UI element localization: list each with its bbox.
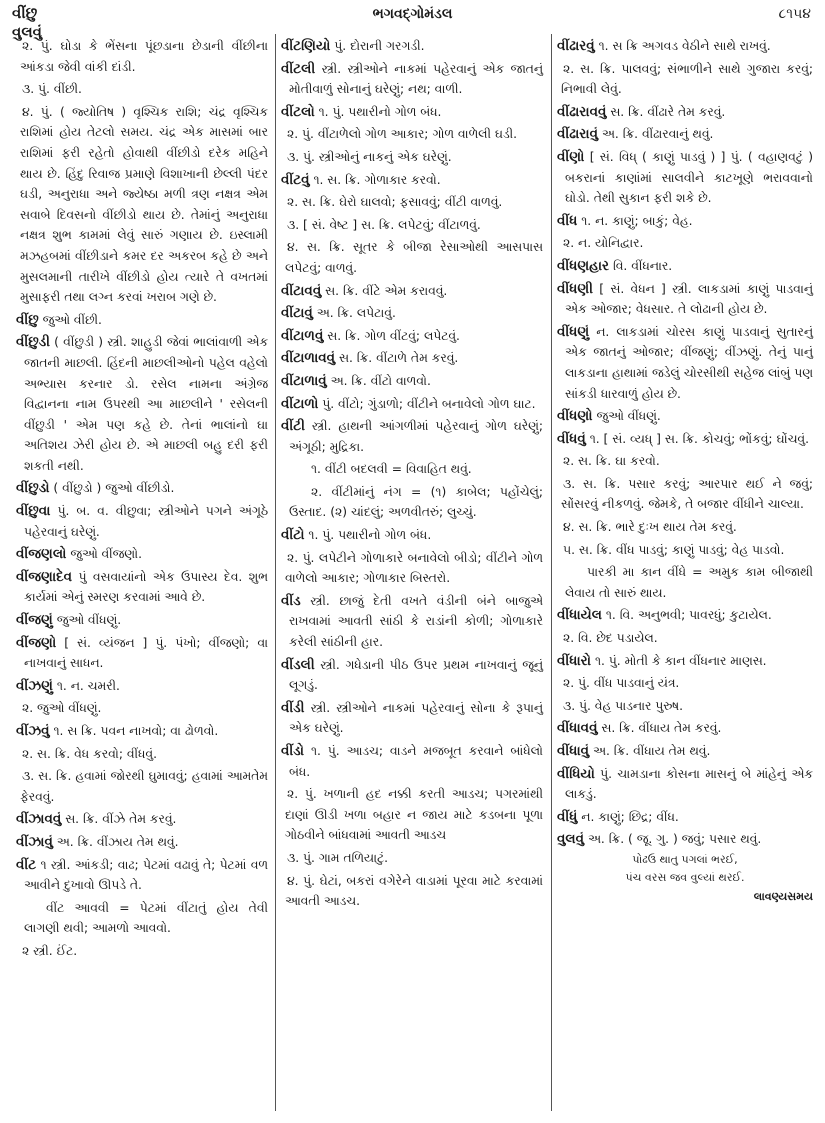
dictionary-entry: [16, 721, 268, 742]
headword: વીંટ: [16, 856, 37, 873]
headword: વીંધું: [557, 808, 578, 825]
headword: વીંઢારવું: [557, 38, 595, 54]
headword: વીંડલી: [281, 656, 315, 673]
definition-text: પારકી મા કાન વીંધે = અમુક કામ બીજાથી લેવાય તો સારું થાય.: [565, 565, 813, 600]
headword: વીંધાવવું: [557, 720, 598, 737]
headword: વીંધિયો: [557, 765, 595, 782]
dictionary-entry: [281, 655, 543, 696]
definition-text: ૪. પું. ( જ્યોતિષ ) વૃશ્ચિક રાશિ; ચંદ્ર વૃશ્ચિક રાશિમાં હોય તેટલો સમય. ચંદ્ર એક માસમાં બાર રાશિમાં ફરી રહેતો હોવાથી વીંછીડો દરેક મહિને થાય છે. હિંદુ રિવાજ પ્રમાણે વિશાખાની છેલ્લી પંદર ઘડી, અનુરાધા અને જ્યેષ્ઠા મળી ત્રણ નક્ષત્ર એમ સવાબે દિવસનો વીંછીડો થાય છે. તેમાંનું અનુરાધા નક્ષત્ર શુભ કામમાં લેવું સારું ગણાય છે. ઇસ્લામી મઝહબમાં વીંછીડાને કમર દર અકરબ કહે છે અને મુસલમાની તારીખે વીંછીડો હોય ત્યારે તે વખતમાં મુસાફરી તથા લગ્ન કરવાં ખરાબ ગણે છે.: [20, 104, 268, 305]
definition-text: જુઓ વીંજણો.: [66, 547, 143, 562]
headword: વીંણો: [557, 148, 585, 165]
dictionary-sense: [281, 124, 543, 145]
headword: વીંડો: [281, 743, 305, 759]
dictionary-entry: [557, 147, 813, 209]
headword: વીંટાવવું: [281, 282, 322, 299]
dictionary-entry: [281, 281, 543, 302]
definition-text: પંચ વરસ જવ વુલ્યાં થરઈ.: [625, 870, 745, 884]
definition-text: ૨. સ. ક્રિ. વેધ કરવો; વીંધવું.: [22, 746, 157, 761]
definition-text: ૧. ન. ચમરી.: [52, 678, 120, 693]
headword: વીંધણું: [557, 323, 590, 340]
dictionary-phrase: [16, 898, 268, 939]
headword: વીંધણો: [557, 408, 593, 425]
definition-text: સ. ક્રિ. વીંધાય તેમ કરવું.: [597, 721, 722, 736]
definition-text: અ. ક્રિ. વીંઢારવાનું થવું.: [598, 127, 714, 142]
dictionary-verse: [557, 852, 813, 868]
definition-text: જુઓ વીંધણું.: [52, 613, 122, 628]
definition-text: ૧. સ. ક્રિ. ગોળાકાર કરવો.: [309, 172, 441, 187]
dictionary-sense: [557, 696, 813, 717]
definition-text: પું. દોરાની ગરગડી.: [330, 39, 425, 53]
dictionary-sense: [16, 766, 268, 807]
headword: વીંઝણું: [16, 677, 53, 694]
headword: વીંધણહાર: [557, 257, 610, 274]
definition-text: ૨. જુઓ વીંધણું.: [22, 701, 102, 716]
dictionary-entry: [281, 170, 543, 191]
headword: વીંટો: [281, 527, 305, 544]
definition-text: ૩. પું. ગામ તળિયાટું.: [287, 850, 389, 865]
dictionary-sense: [281, 871, 543, 912]
headword: વીંટલી: [281, 60, 316, 77]
dictionary-phrase: [557, 562, 813, 603]
definition-text: ૧. પું. આડચ; વાડને મજબૂત કરવાને બાંધેલો બંધ.: [289, 744, 543, 779]
headword: વીંજણો: [16, 634, 57, 651]
definition-text: ન. કાણું; છિદ્ર; વીંધ.: [577, 809, 679, 824]
dictionary-entry: [16, 478, 268, 499]
dictionary-entry: [281, 371, 543, 392]
definition-text: સ્ત્રી. હાથની આંગળીમાં પહેરવાનું ગોળ ઘરેણું; અંગૂઠી; મુદ્રિકા.: [289, 419, 543, 454]
headword: વીંઝાવું: [16, 833, 53, 850]
dictionary-entry: [557, 651, 813, 672]
dictionary-entry: [557, 718, 813, 739]
headword: વુલવું: [557, 831, 585, 848]
dictionary-entry: [16, 633, 268, 674]
definition-text: ૧. સ ક્રિ અગવડ વેઠીને સાથે રાખવું.: [594, 39, 771, 53]
dictionary-entry: [557, 807, 813, 828]
dictionary-sense: [16, 79, 268, 100]
definition-text: ન. લાકડામાં ચોરસ કાણું પાડવાનું સુતારનું એક જાતનું ઓજાર; વીંજણું; વીંઝણું. તેનું પાનું લાકડાના હાથામાં જડેલું ચોરસીથી સહેજ લાંબું પણ સાંકડી ધારવાળું હોય છે.: [565, 324, 813, 401]
definition-text: ૩. પું. સ્ત્રીઓનું નાકનું એક ઘરેણું.: [287, 149, 452, 164]
headword: વીંટાળવું: [281, 327, 324, 344]
dictionary-entry: [557, 406, 813, 427]
dictionary-entry: [281, 326, 543, 347]
definition-text: જુઓ વીંધણું.: [592, 409, 661, 424]
headword: વીંઢારાવું: [557, 126, 598, 143]
definition-text: ૨. પું. વીંધ પાડવાનું યંત્ર.: [563, 676, 680, 691]
definition-text: ૫. સ. ક્રિ. વીંધ પાડવું; કાણું પાડવું; વેહ પાડવો.: [563, 542, 785, 557]
headword: વીંધાવું: [557, 743, 590, 759]
definition-text: અ. ક્રિ. વીંધાય તેમ થવું.: [589, 744, 711, 758]
dictionary-entry: [557, 322, 813, 404]
dictionary-entry: [281, 36, 543, 57]
dictionary-verse: [557, 870, 813, 886]
dictionary-entry: [557, 256, 813, 277]
definition-text: [ સં. વ્યંજન ] પું. પંખો; વીંજણો; વા નાખવાનું સાધન.: [24, 635, 268, 671]
page-number: ૮૧૫૪: [778, 6, 811, 22]
definition-text: પું વસવાયાંનો એક ઉપાસ્ય દેવ. શુભ કાર્યમાં એનું સ્મરણ કરવામાં આવે છે.: [24, 569, 268, 605]
definition-text: લાવણ્યસમય: [753, 889, 813, 903]
dictionary-sense: [281, 848, 543, 869]
dictionary-entry: [557, 829, 813, 850]
definition-text: ૪. સ. ક્રિ. સૂતર કે બીજા રેસાઓથી આસપાસ લપેટવું; વાળવું.: [285, 240, 543, 275]
dictionary-entry: [557, 279, 813, 320]
dictionary-entry: [16, 332, 268, 476]
headword: વીંધાયેલ: [557, 607, 602, 624]
column-2: [281, 36, 543, 914]
definition-text: ૧. પું. પથારીનો ગોળ બંધ.: [304, 528, 432, 543]
definition-text: ૧. વીંટી બદલવી = વિવાહિત થવું.: [311, 462, 472, 477]
headword: વીંજણાદેવ: [16, 568, 73, 585]
headword: વીંછુડી: [16, 334, 50, 351]
dictionary-entry: [281, 59, 543, 100]
definition-text: ( વીંછુડો ) જુઓ વીંછીડો.: [49, 481, 175, 496]
dictionary-entry: [281, 591, 543, 653]
dictionary-sense: [557, 540, 813, 561]
column-3: [557, 36, 813, 908]
headword: વીંછુ: [16, 311, 39, 328]
dictionary-entry: [16, 809, 268, 830]
definition-text: અ. ક્રિ. વીંટો વાળવો.: [326, 373, 431, 388]
definition-text: ૩. [ સં. વેષ્ટ ] સ. ક્રિ. લપેટવું; વીંટાળવું.: [287, 217, 481, 232]
dictionary-sense: [557, 451, 813, 472]
definition-text: પું. બ. વ. વીછુવા; સ્ત્રીઓને પગને અંગૂઠે પહેરવાનું ઘરેણું.: [24, 504, 268, 539]
dictionary-phrase: [281, 482, 543, 523]
dictionary-sense: [16, 744, 268, 765]
definition-text: ૨. પું. વીંટાળેલો ગોળ આકાર; ગોળ વાળેલી ઘડી.: [287, 127, 518, 142]
definition-text: વિ. વીંધનાર.: [609, 258, 673, 273]
definition-text: ૪. પું. ઘેટાં, બકરાં વગેરેને વાડામાં પૂરવા માટે કરવામાં આવતી આડચ.: [285, 873, 543, 909]
definition-text: ૨ સ્ત્રી. ઈંટ.: [22, 943, 78, 958]
headword: વીંધારો: [557, 652, 592, 669]
headword: વીંઝાવવું: [16, 811, 62, 828]
definition-text: ૨. સ. ક્રિ. ઘેરો ઘાલવો; ફસાવવું; વીંટી વાળવું.: [287, 195, 503, 210]
headword: વીંટાળાવવું: [281, 350, 336, 367]
definition-text: અ. ક્રિ. લપેટાવું.: [312, 306, 396, 321]
headword: વીંટાળાવું: [281, 372, 327, 389]
dictionary-entry: [16, 310, 268, 331]
headword: વીંઢારાવવું: [557, 103, 607, 120]
definition-text: [ સં. વિધ્ ( કાણું પાડવું ) ] પું. ( વહાણવટું ) બકરાનાં કાણાંમાં સાલવીને કાટખૂણે ભરાવવાનો ઘોડો. તેથી સુકાન ફરી શકે છે.: [565, 149, 813, 206]
column-divider: [551, 34, 552, 1111]
dictionary-sense: [281, 147, 543, 168]
definition-text: ૧. પું. મોતી કે કાન વીંધનાર માણસ.: [591, 653, 767, 668]
dictionary-sense: [281, 215, 543, 236]
definition-text: ૨. પું. લપેટીને ગોળાકારે બનાવેલો બીડો; વીંટીને ગોળ વાળેલો આકાર; ગોળાકાર બિસ્તરો.: [285, 550, 543, 586]
dictionary-sense: [16, 941, 268, 962]
dictionary-sense: [16, 102, 268, 308]
headword: વીંટવું: [281, 171, 310, 188]
dictionary-entry: [281, 416, 543, 457]
definition-text: સ્ત્રી. છાજું દેતી વખતે વંડીની બંને બાજુએ રાખવામાં આવતી સાંઠી કે રાડાંની કોળી; ગોળાકારે કરેલી સાંઠીની હાર.: [289, 593, 543, 650]
headword: વીંટી: [281, 418, 305, 435]
definition-text: ૧. સ ક્રિ. પવન નાખવો; વા ઢોળવો.: [49, 724, 219, 738]
column-1: [16, 36, 268, 964]
definition-text: ૩. સ. ક્રિ. હવામાં જોરથી ઘુમાવવું; હવામાં આમતેમ ફેરવવું.: [20, 769, 268, 804]
first-headword: વીંછુ: [12, 4, 38, 22]
dictionary-sense: [557, 474, 813, 515]
definition-text: સ. ક્રિ. વીંઢારે તેમ કરવું.: [606, 104, 726, 119]
headword: વીંટલો: [281, 103, 315, 120]
dictionary-entry: [557, 764, 813, 805]
definition-text: સ્ત્રી. ગધેડાની પીઠ ઉપર પ્રથમ નાખવાનું જૂનું લૂગડું.: [289, 657, 543, 693]
dictionary-sense: [557, 517, 813, 538]
dictionary-sense: [281, 784, 543, 846]
definition-text: સ્ત્રી. સ્ત્રીઓને નાકમાં પહેરવાનું સોના કે રૂપાનું એક ઘરેણું.: [289, 700, 543, 736]
dictionary-sense: [557, 673, 813, 694]
dictionary-sense: [557, 59, 813, 100]
dictionary-entry: [557, 741, 813, 762]
definition-text: સ. ક્રિ. વીંટે એમ કરાવવું.: [321, 283, 448, 298]
dictionary-entry: [16, 610, 268, 631]
dictionary-entry: [557, 211, 813, 232]
definition-text: પું. વીંટો; ગુંડાળો; વીંટીને બનાવેલો ગોળ ઘાટ.: [318, 396, 536, 411]
definition-text: સ. ક્રિ. ગોળ વીંટવું; લપેટવું.: [323, 328, 460, 343]
definition-text: ૨. વીંટીમાંનું નંગ = (૧) કાબેલ; પહોંચેલું; ઉસ્તાદ. (૨) ચાંદલું; અળવીતરું; લુચ્ચું.: [289, 484, 543, 520]
dictionary-entry: [281, 741, 543, 782]
dictionary-entry: [557, 102, 813, 123]
definition-text: ૨. પું. ખળાની હદ નક્કી કરતી આડચ; પગરમાંથી દાણાં ઊડી ખળા બહાર ન જાય માટે કડબના પૂળા ગોઠવીને બાંધવામાં આવતી આડચ: [285, 787, 543, 843]
headword: વીંધ: [557, 212, 578, 229]
definition-text: ૩. પું. વીંછી.: [22, 82, 82, 97]
dictionary-entry: [281, 394, 543, 415]
headword: વીંધણી: [557, 280, 594, 297]
definition-text: ૧ સ્ત્રી. આંકડી; વાઢ; પેટમાં વઢાવું તે; પેટમાં વળ આવીને દુખાવો ઊપડે તે.: [24, 857, 268, 893]
headword: વીંધવું: [557, 430, 586, 447]
dictionary-entry: [16, 567, 268, 608]
dictionary-sense: [281, 237, 543, 278]
last-headword: વુલવું: [12, 23, 43, 41]
dictionary-entry: [557, 605, 813, 626]
dictionary-entry: [281, 303, 543, 324]
headword: વીંટાળો: [281, 395, 319, 412]
dictionary-attrib: [557, 888, 813, 906]
definition-text: ૩. પું. વેહ પાડનાર પુરુષ.: [563, 698, 684, 713]
dictionary-entry: [16, 676, 268, 697]
dictionary-sense: [557, 628, 813, 649]
dictionary-entry: [557, 429, 813, 450]
definition-text: ( વીંછુડી ) સ્ત્રી. શાહુડી જેવાં ભાલાંવાળી એક જાતની માછલી. હિંદની માછલીઓનો પહેલ વહેલો અભ્યાસ કરનાર ડો. રસેલ નામના અંગ્રેજ વિદ્વાનના નામ ઉપરથી આ માછલીને ' રસેલની વીંછુડી ' એમ પણ કહે છે. તેનાં ભાલાંનો ઘા અતિશય ઝેરી હોય છે. એ માછલી બહુ દરી ફરી શકતી નથી.: [24, 335, 268, 473]
definition-text: પોઢઉ થાતુ પગલાં ભરઈ,: [632, 852, 738, 866]
definition-text: ૨. ન. યોનિદ્વાર.: [563, 236, 644, 251]
definition-text: અ. ક્રિ. વીંઝાય તેમ થવું.: [52, 834, 179, 849]
definition-text: ૨. સ. ક્રિ. ઘા કરવો.: [563, 454, 660, 469]
dictionary-entry: [557, 36, 813, 57]
dictionary-sense: [281, 192, 543, 213]
book-title: ભગવદ્ગોમંડલ: [372, 6, 453, 22]
headword: વીંડી: [281, 699, 305, 716]
dictionary-entry: [16, 501, 268, 542]
definition-text: [ સં. વેધન ] સ્ત્રી. લાકડામાં કાણું પાડવાનું એક ઓજાર; વેધસાર. તે લોઢાની હોય છે.: [565, 281, 813, 317]
headword: વીંછુડો: [16, 480, 50, 497]
dictionary-entry: [281, 698, 543, 739]
dictionary-entry: [16, 832, 268, 853]
definition-text: વીંટ આવવી = પેટમાં વીંટાતું હોય તેવી લાગણી થવી; આમળો આવવો.: [24, 900, 268, 936]
definition-text: સ્ત્રી. સ્ત્રીઓને નાકમાં પહેરવાનું એક જાતનું મોતીવાળું સોનાનું ઘરેણું; નથ; વાળી.: [289, 61, 543, 97]
headword: વીંટણિયો: [281, 38, 331, 54]
dictionary-entry: [281, 348, 543, 369]
headword: વીંછુવા: [16, 503, 51, 520]
dictionary-sense: [16, 698, 268, 719]
definition-text: અ. ક્રિ. ( જૂ. ગુ. ) જવું; પસાર થવું.: [584, 832, 762, 847]
definition-text: ૩. સ. ક્રિ. પસાર કરવું; આરપાર થઈ ને જવું; સોંસરવું નીકળવું. જેમકે, તે બજાર વીંધીને ચાલ્યા.: [561, 476, 813, 512]
definition-text: ૨. પું. ઘોડા કે ભેંસના પૂંછડાના છેડાની વીંછીના આંકડા જેવી વાંકી દાંડી.: [20, 39, 268, 74]
definition-text: ૨. વિ. છેદ પડાયેલ.: [563, 631, 658, 646]
dictionary-entry: [16, 855, 268, 896]
headword: વીંઝવું: [16, 723, 50, 739]
definition-text: ૧. [ સં. વ્યધ્ ] સ. ક્રિ. કોચવું; ભોંકવું; ઘોંચવું.: [585, 431, 810, 446]
definition-text: જુઓ વીંછી.: [38, 312, 102, 327]
dictionary-entry: [281, 102, 543, 123]
definition-text: સ. ક્રિ. વીંઝે તેમ કરવું.: [61, 812, 177, 827]
dictionary-entry: [557, 124, 813, 145]
definition-text: ૧. વિ. અનુભવી; પાવરધું; કુટાયેલ.: [601, 608, 772, 623]
dictionary-sense: [16, 36, 268, 77]
headword: વીંજણલો: [16, 546, 67, 563]
dictionary-entry: [281, 525, 543, 546]
definition-text: ૨. સ. ક્રિ. પાલવવું; સંભાળીને સાથે ગુજારા કરવું; નિભાવી લેવું.: [561, 61, 813, 97]
headword: વીંટાવું: [281, 305, 313, 322]
definition-text: ૧. પું. પથારીનો ગોળ બંધ.: [314, 104, 442, 119]
definition-text: ૧. ન. કાણું; બાકું; વેહ.: [577, 213, 693, 228]
headword: વીંડ: [281, 592, 301, 609]
dictionary-entry: [16, 544, 268, 565]
definition-text: પું. ચામડાના કોસના માસનું બે માંહેનું એક લાકડું.: [565, 766, 813, 802]
headword: વીંજણું: [16, 612, 53, 629]
dictionary-sense: [557, 233, 813, 254]
definition-text: સ. ક્રિ. વીંટાળે તેમ કરવું.: [335, 351, 459, 366]
column-divider: [275, 34, 276, 1111]
dictionary-sense: [281, 548, 543, 589]
dictionary-phrase: [281, 459, 543, 480]
definition-text: ૪. સ. ક્રિ. ભારે દુઃખ થાય તેમ કરવું.: [563, 520, 737, 535]
